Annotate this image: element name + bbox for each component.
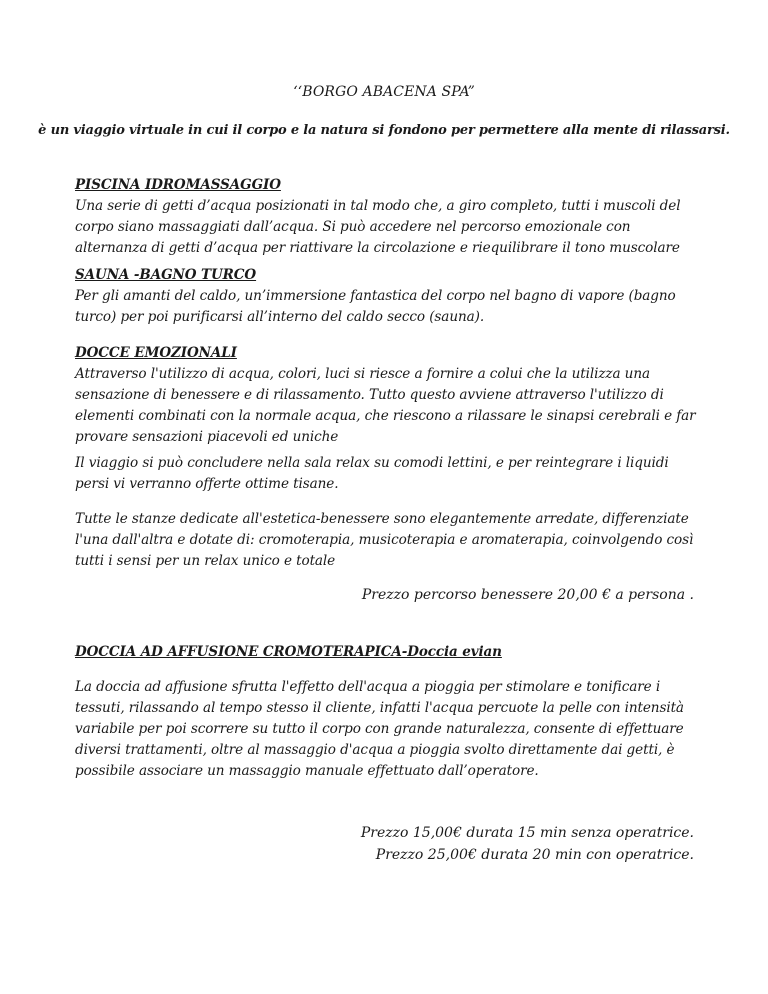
section-piscina xyxy=(75,175,700,259)
doccia-text: La doccia ad affusione sfrutta l'effetto dell'acqua a pioggia per stimolare e tonificare i tessuti, rilassando al tempo stesso il cliente, infatti l'acqua percuote la pelle con intensità variabile per poi scorrere su tutto il corpo con grande naturalezza, consente di effettuare diversi trattamenti, oltre al massaggio d'acqua a pioggia svolto direttamente dai getti, è possibile associare un massaggio manuale effettuato dall’operatore. xyxy=(75,679,684,779)
price-doccia-1: Prezzo 15,00€ durata 15 min senza operatrice. xyxy=(360,825,694,841)
doccia-paragraph xyxy=(75,677,700,782)
relax-text: Il viaggio si può concludere nella sala relax su comodi lettini, e per reintegrare i liquidi persi vi verranno offerte ottime tisane. xyxy=(75,455,669,492)
section-docce xyxy=(75,343,700,448)
section-doccia-affusione xyxy=(75,642,700,663)
document-title: ‘‘BORGO ABACENA SPA” xyxy=(293,84,475,100)
price-doccia-2: Prezzo 25,00€ durata 20 min con operatrice. xyxy=(375,847,694,863)
section-heading-docce: DOCCE EMOZIONALI xyxy=(75,345,237,361)
section-sauna xyxy=(75,265,700,328)
section-heading-piscina: PISCINA IDROMASSAGGIO xyxy=(75,177,281,193)
section-text-sauna: Per gli amanti del caldo, un’immersione fantastica del corpo nel bagno di vapore (bagno turco) per poi purificarsi all’interno del caldo secco (sauna). xyxy=(75,288,676,325)
relax-paragraph xyxy=(75,453,700,495)
document-subtitle: è un viaggio virtuale in cui il corpo e la natura si fondono per permettere alla mente di rilassarsi. xyxy=(38,123,730,138)
section-heading-sauna: SAUNA -BAGNO TURCO xyxy=(75,267,257,283)
rooms-text: Tutte le stanze dedicate all'estetica-benessere sono elegantemente arredate, differenziate l'una dall'altra e dotate di: cromoterapia, musicoterapia e aromaterapia, coinvolgendo così tutti i sensi per un relax unico e totale xyxy=(75,511,694,569)
section-text-docce: Attraverso l'utilizzo di acqua, colori, luci si riesce a fornire a colui che la utilizza una sensazione di benessere e di rilassamento. Tutto questo avviene attraverso l'utilizzo di elementi combinati con la normale acqua, che riescono a rilassare le sinapsi cerebrali e far provare sensazioni piacevoli ed uniche xyxy=(75,366,696,445)
price-wellness: Prezzo percorso benessere 20,00 € a persona . xyxy=(361,587,694,603)
rooms-paragraph xyxy=(75,509,700,572)
section-text-piscina: Una serie di getti d’acqua posizionati in tal modo che, a giro completo, tutti i muscoli del corpo siano massaggiati dall’acqua. Si può accedere nel percorso emozionale con alternanza di getti d’acqua per riattivare la circolazione e riequilibrare il tono muscolare xyxy=(75,198,681,256)
section-heading-doccia: DOCCIA AD AFFUSIONE CROMOTERAPICA-Doccia evian xyxy=(75,644,502,660)
